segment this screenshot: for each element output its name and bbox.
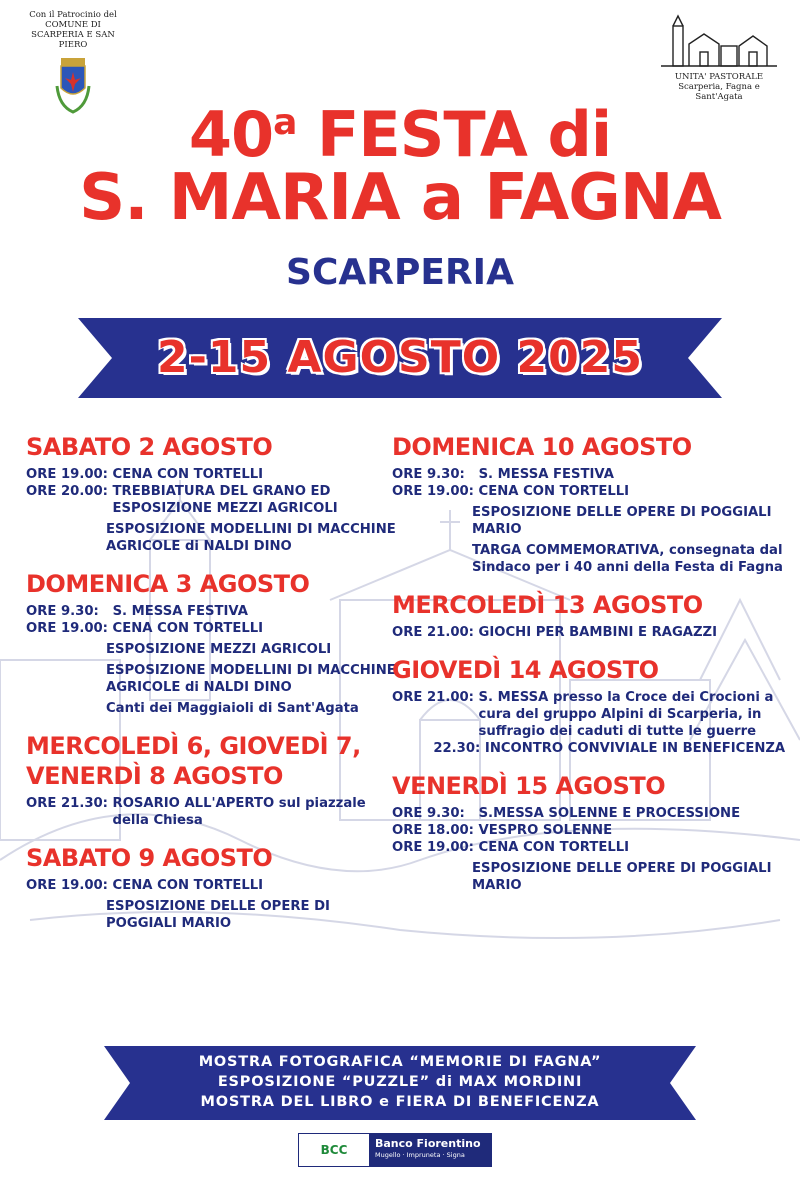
schedule-event: VESPRO SOLENNE — [478, 823, 613, 838]
dates-banner-text: 2-15 AGOSTO 2025 — [157, 332, 643, 383]
bcc-logo-text: BCC — [320, 1143, 348, 1157]
day-title: GIOVEDÌ 14 AGOSTO — [392, 656, 659, 684]
schedule-event: CENA CON TORTELLI — [112, 467, 264, 482]
schedule-row — [26, 795, 396, 829]
title-ordinal: a — [273, 102, 297, 143]
schedule-extra: TARGA COMMEMORATIVA, consegnata dal Sindaco per i 40 anni della Festa di Fagna — [472, 543, 783, 575]
schedule-extra: ESPOSIZIONE MEZZI AGRICOLI — [106, 642, 332, 657]
schedule-time: ORE 19.00: — [392, 484, 479, 499]
exhibition-line-1: MOSTRA FOTOGRAFICA “MEMORIE DI FAGNA” — [198, 1054, 602, 1070]
program-day — [26, 569, 396, 717]
schedule-event: S. MESSA FESTIVA — [112, 604, 248, 619]
bank-locations: Mugello · Impruneta · Signa — [375, 1151, 465, 1159]
program-day — [392, 590, 792, 641]
schedule-extra: ESPOSIZIONE DELLE OPERE DI POGGIALI MARIO — [472, 861, 772, 893]
day-title: SABATO 2 AGOSTO — [26, 433, 273, 461]
schedule-time: 22.30: — [392, 741, 485, 756]
day-title: MERCOLEDÌ 6, GIOVEDÌ 7, VENERDÌ 8 AGOSTO — [26, 732, 361, 790]
schedule-row — [26, 877, 396, 894]
schedule-row — [26, 466, 396, 483]
dates-banner — [78, 318, 722, 398]
schedule-row — [392, 483, 792, 500]
schedule-row — [392, 822, 792, 839]
program-day — [392, 432, 792, 576]
schedule-row — [26, 620, 396, 637]
bcc-logo-icon — [299, 1134, 369, 1166]
schedule-time: ORE 19.00: — [392, 840, 479, 855]
schedule-event: CENA CON TORTELLI — [112, 878, 264, 893]
schedule-event: INCONTRO CONVIVIALE IN BENEFICENZA — [484, 741, 786, 756]
schedule-extra: ESPOSIZIONE MODELLINI DI MACCHINE AGRICOLE di NALDI DINO — [106, 663, 396, 695]
exhibitions-text — [104, 1052, 696, 1112]
schedule-time: ORE 9.30: — [392, 806, 479, 821]
schedule-time: ORE 18.00: — [392, 823, 479, 838]
schedule-extra: ESPOSIZIONE MODELLINI DI MACCHINE AGRICOLE di NALDI DINO — [106, 522, 396, 554]
program-day — [392, 655, 792, 757]
patronage-line-1: Con il Patrocinio del — [29, 10, 117, 20]
pastoral-unit-line-1: UNITA' PASTORALE — [674, 72, 764, 82]
day-title: VENERDÌ 15 AGOSTO — [392, 772, 666, 800]
schedule-time: ORE 21.30: — [26, 796, 113, 811]
title-festa: FESTA di — [296, 98, 612, 171]
schedule-event: CENA CON TORTELLI — [478, 840, 630, 855]
schedule-row — [392, 624, 792, 641]
schedule-time: ORE 19.00: — [26, 467, 113, 482]
schedule-event: TREBBIATURA DEL GRANO ED ESPOSIZIONE MEZZI AGRICOLI — [112, 484, 338, 516]
day-title: SABATO 9 AGOSTO — [26, 844, 273, 872]
schedule-extra: Canti dei Maggiaioli di Sant'Agata — [106, 701, 359, 716]
schedule-row — [392, 689, 792, 740]
churches-logo-icon — [659, 14, 779, 68]
festival-title-line-1 — [0, 88, 800, 170]
schedule-event: GIOCHI PER BAMBINI E RAGAZZI — [478, 625, 718, 640]
schedule-row — [26, 483, 396, 517]
bank-name-block — [369, 1134, 491, 1166]
schedule-row — [26, 603, 396, 620]
program-day — [26, 731, 396, 829]
program-day — [26, 432, 396, 555]
schedule-row — [392, 740, 792, 757]
exhibitions-banner — [104, 1046, 696, 1120]
festival-title-line-2: S. MARIA a FAGNA — [79, 161, 721, 235]
schedule-event: CENA CON TORTELLI — [112, 621, 264, 636]
town-subtitle: SCARPERIA — [286, 252, 514, 293]
schedule-extra: ESPOSIZIONE DELLE OPERE DI POGGIALI MARIO — [472, 505, 772, 537]
program-day — [26, 843, 396, 932]
pastoral-unit-line-2: Scarperia, Fagna e Sant'Agata — [678, 82, 760, 102]
schedule-row — [392, 839, 792, 856]
exhibition-line-2: ESPOSIZIONE “PUZZLE” di MAX MORDINI — [217, 1074, 583, 1090]
exhibition-line-3: MOSTRA DEL LIBRO e FIERA DI BENEFICENZA — [200, 1094, 600, 1110]
schedule-row — [392, 805, 792, 822]
schedule-row — [392, 466, 792, 483]
schedule-extra: ESPOSIZIONE DELLE OPERE DI POGGIALI MARIO — [106, 899, 330, 931]
schedule-time: ORE 21.00: — [392, 690, 479, 705]
schedule-event: S.MESSA SOLENNE E PROCESSIONE — [478, 806, 741, 821]
schedule-time: ORE 9.30: — [392, 467, 479, 482]
day-title: DOMENICA 10 AGOSTO — [392, 433, 692, 461]
schedule-time: ORE 19.00: — [26, 878, 113, 893]
schedule-time: ORE 9.30: — [26, 604, 113, 619]
schedule-event: ROSARIO ALL'APERTO sul piazzale della Chiesa — [112, 796, 366, 828]
patronage-line-2: COMUNE DI — [45, 20, 101, 30]
day-title: DOMENICA 3 AGOSTO — [26, 570, 310, 598]
program-left-column — [26, 432, 396, 946]
program-right-column — [392, 432, 792, 908]
schedule-event: S. MESSA presso la Croce dei Crocioni a cura del gruppo Alpini di Scarperia, in suffragio dei caduti di tutte le guerre — [478, 690, 774, 739]
schedule-time: ORE 21.00: — [392, 625, 479, 640]
day-title: MERCOLEDÌ 13 AGOSTO — [392, 591, 703, 619]
program-day — [392, 771, 792, 894]
sponsor-logo — [298, 1133, 492, 1167]
patronage-line-3: SCARPERIA E SAN PIERO — [31, 30, 115, 50]
bank-name: Banco Fiorentino — [375, 1137, 481, 1150]
schedule-time: ORE 19.00: — [26, 621, 113, 636]
schedule-event: S. MESSA FESTIVA — [478, 467, 614, 482]
schedule-time: ORE 20.00: — [26, 484, 113, 499]
schedule-event: CENA CON TORTELLI — [478, 484, 630, 499]
title-number: 40 — [188, 98, 274, 171]
